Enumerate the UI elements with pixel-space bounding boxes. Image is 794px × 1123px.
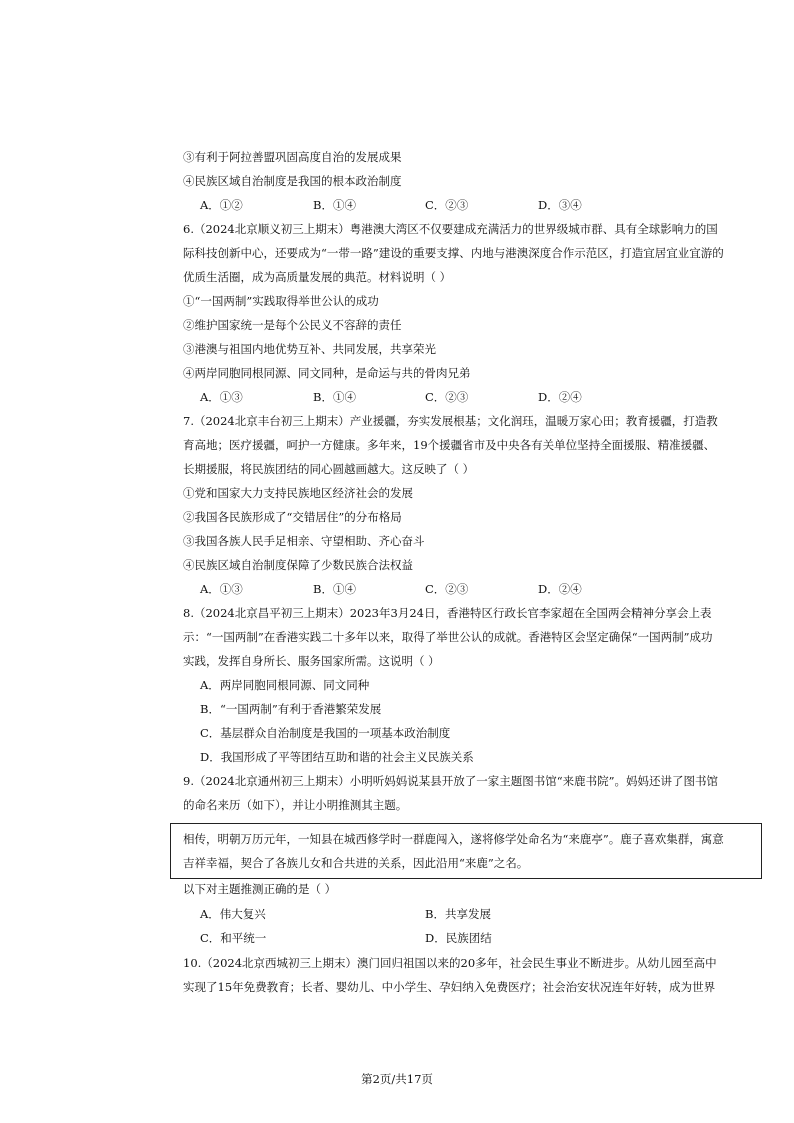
option-a: A．伟大复兴 <box>200 907 266 921</box>
option-d: D．民族团结 <box>425 931 492 945</box>
question-10-text: 实现了15年免费教育；长者、婴幼儿、中小学生、孕妇纳入免费医疗；社会治安状况连年好转，成为世界 <box>183 980 716 994</box>
option-c: C．②③ <box>425 582 469 596</box>
statement-item: ③港澳与祖国内地优势互补、共同发展，共享荣光 <box>183 342 436 356</box>
option-c: C．基层群众自治制度是我国的一项基本政治制度 <box>200 726 451 740</box>
option-a: A．两岸同胞同根同源、同文同种 <box>200 678 370 692</box>
option-b: B．共享发展 <box>425 907 491 921</box>
statement-item: ④民族区域自治制度保障了少数民族合法权益 <box>183 558 413 572</box>
statement-item: ③我国各族人民手足相亲、守望相助、齐心奋斗 <box>183 534 425 548</box>
question-9-text: 的命名来历（如下），并让小明推测其主题。 <box>183 798 408 812</box>
question-6-text: 优质生活圈，成为高质量发展的典范。材料说明（ ） <box>183 270 452 284</box>
statement-item: ②维护国家统一是每个公民义不容辞的责任 <box>183 318 402 332</box>
question-6-text: 际科技创新中心，还要成为“一带一路”建设的重要支撑、内地与港澳深度合作示范区，打造宜居宜业宜游的 <box>183 246 724 260</box>
option-c: C．和平统一 <box>200 931 267 945</box>
statement-item: ④两岸同胞同根同源、同文同种，是命运与共的骨肉兄弟 <box>183 366 471 380</box>
option-c: C．②③ <box>425 198 469 212</box>
option-d: D．②④ <box>538 390 582 404</box>
statement-item: ①党和国家大力支持民族地区经济社会的发展 <box>183 486 413 500</box>
question-9-prompt: 以下对主题推测正确的是（ ） <box>183 882 337 896</box>
question-7-text: 长期援服，将民族团结的同心圆越画越大。这反映了（ ） <box>183 462 475 476</box>
question-8-text: 8.（2024北京昌平初三上期末）2023年3月24日，香港特区行政长官李家超在全国两会精神分享会上表 <box>183 606 712 620</box>
question-8-text: 实践，发挥自身所长、服务国家所需。这说明（ ） <box>183 654 440 668</box>
question-7-text: 7.（2024北京丰台初三上期末）产业援疆，夯实发展根基；文化润珏，温暖万家心田；教育援疆，打造教 <box>183 414 718 428</box>
option-d: D．我国形成了平等团结互助和谐的社会主义民族关系 <box>200 750 474 764</box>
question-8-text: 示：“一国两制”在香港实践二十多年以来，取得了举世公认的成就。香港特区会坚定确保“一国两制”成功 <box>183 630 713 644</box>
option-b: B．①④ <box>313 582 356 596</box>
option-d: D．②④ <box>538 582 582 596</box>
statement-item: ①“一国两制”实践取得举世公认的成功 <box>183 294 379 308</box>
question-9-text: 9.（2024北京通州初三上期末）小明听妈妈说某县开放了一家主题图书馆“来鹿书院”。妈妈还讲了图书馆 <box>183 774 718 788</box>
material-text: 相传，明朝万历元年，一知县在城西修学时一群鹿闯入，遂将修学处命名为“来鹿亭”。鹿子喜欢集群，寓意 <box>183 832 724 846</box>
question-7-text: 育高地；医疗援疆，呵护一方健康。多年来，19个援疆省市及中央各有关单位坚持全面援服、精准援疆、 <box>183 438 716 452</box>
option-c: C．②③ <box>425 390 469 404</box>
statement-item: ②我国各民族形成了“交错居住”的分布格局 <box>183 510 402 524</box>
question-10-text: 10.（2024北京西城初三上期末）澳门回归祖国以来的20多年，社会民生事业不断进步。从幼儿园至高中 <box>183 956 717 970</box>
material-box <box>170 823 762 879</box>
option-a: A．①③ <box>200 390 243 404</box>
option-b: B．“一国两制”有利于香港繁荣发展 <box>200 702 382 716</box>
option-b: B．①④ <box>313 198 356 212</box>
option-b: B．①④ <box>313 390 356 404</box>
page-number: 第2页/共17页 <box>361 1072 433 1086</box>
option-a: A．①② <box>200 198 243 212</box>
text-line: ④民族区域自治制度是我国的根本政治制度 <box>183 174 402 188</box>
option-a: A．①③ <box>200 582 243 596</box>
text-line: ③有利于阿拉善盟巩固高度自治的发展成果 <box>183 150 402 164</box>
question-6-text: 6.（2024北京顺义初三上期末）粤港澳大湾区不仅要建成充满活力的世界级城市群、具有全球影响力的国 <box>183 222 718 236</box>
material-text: 吉祥幸福，契合了各族儿女和合共进的关系，因此沿用“来鹿”之名。 <box>183 856 529 870</box>
option-d: D．③④ <box>538 198 582 212</box>
